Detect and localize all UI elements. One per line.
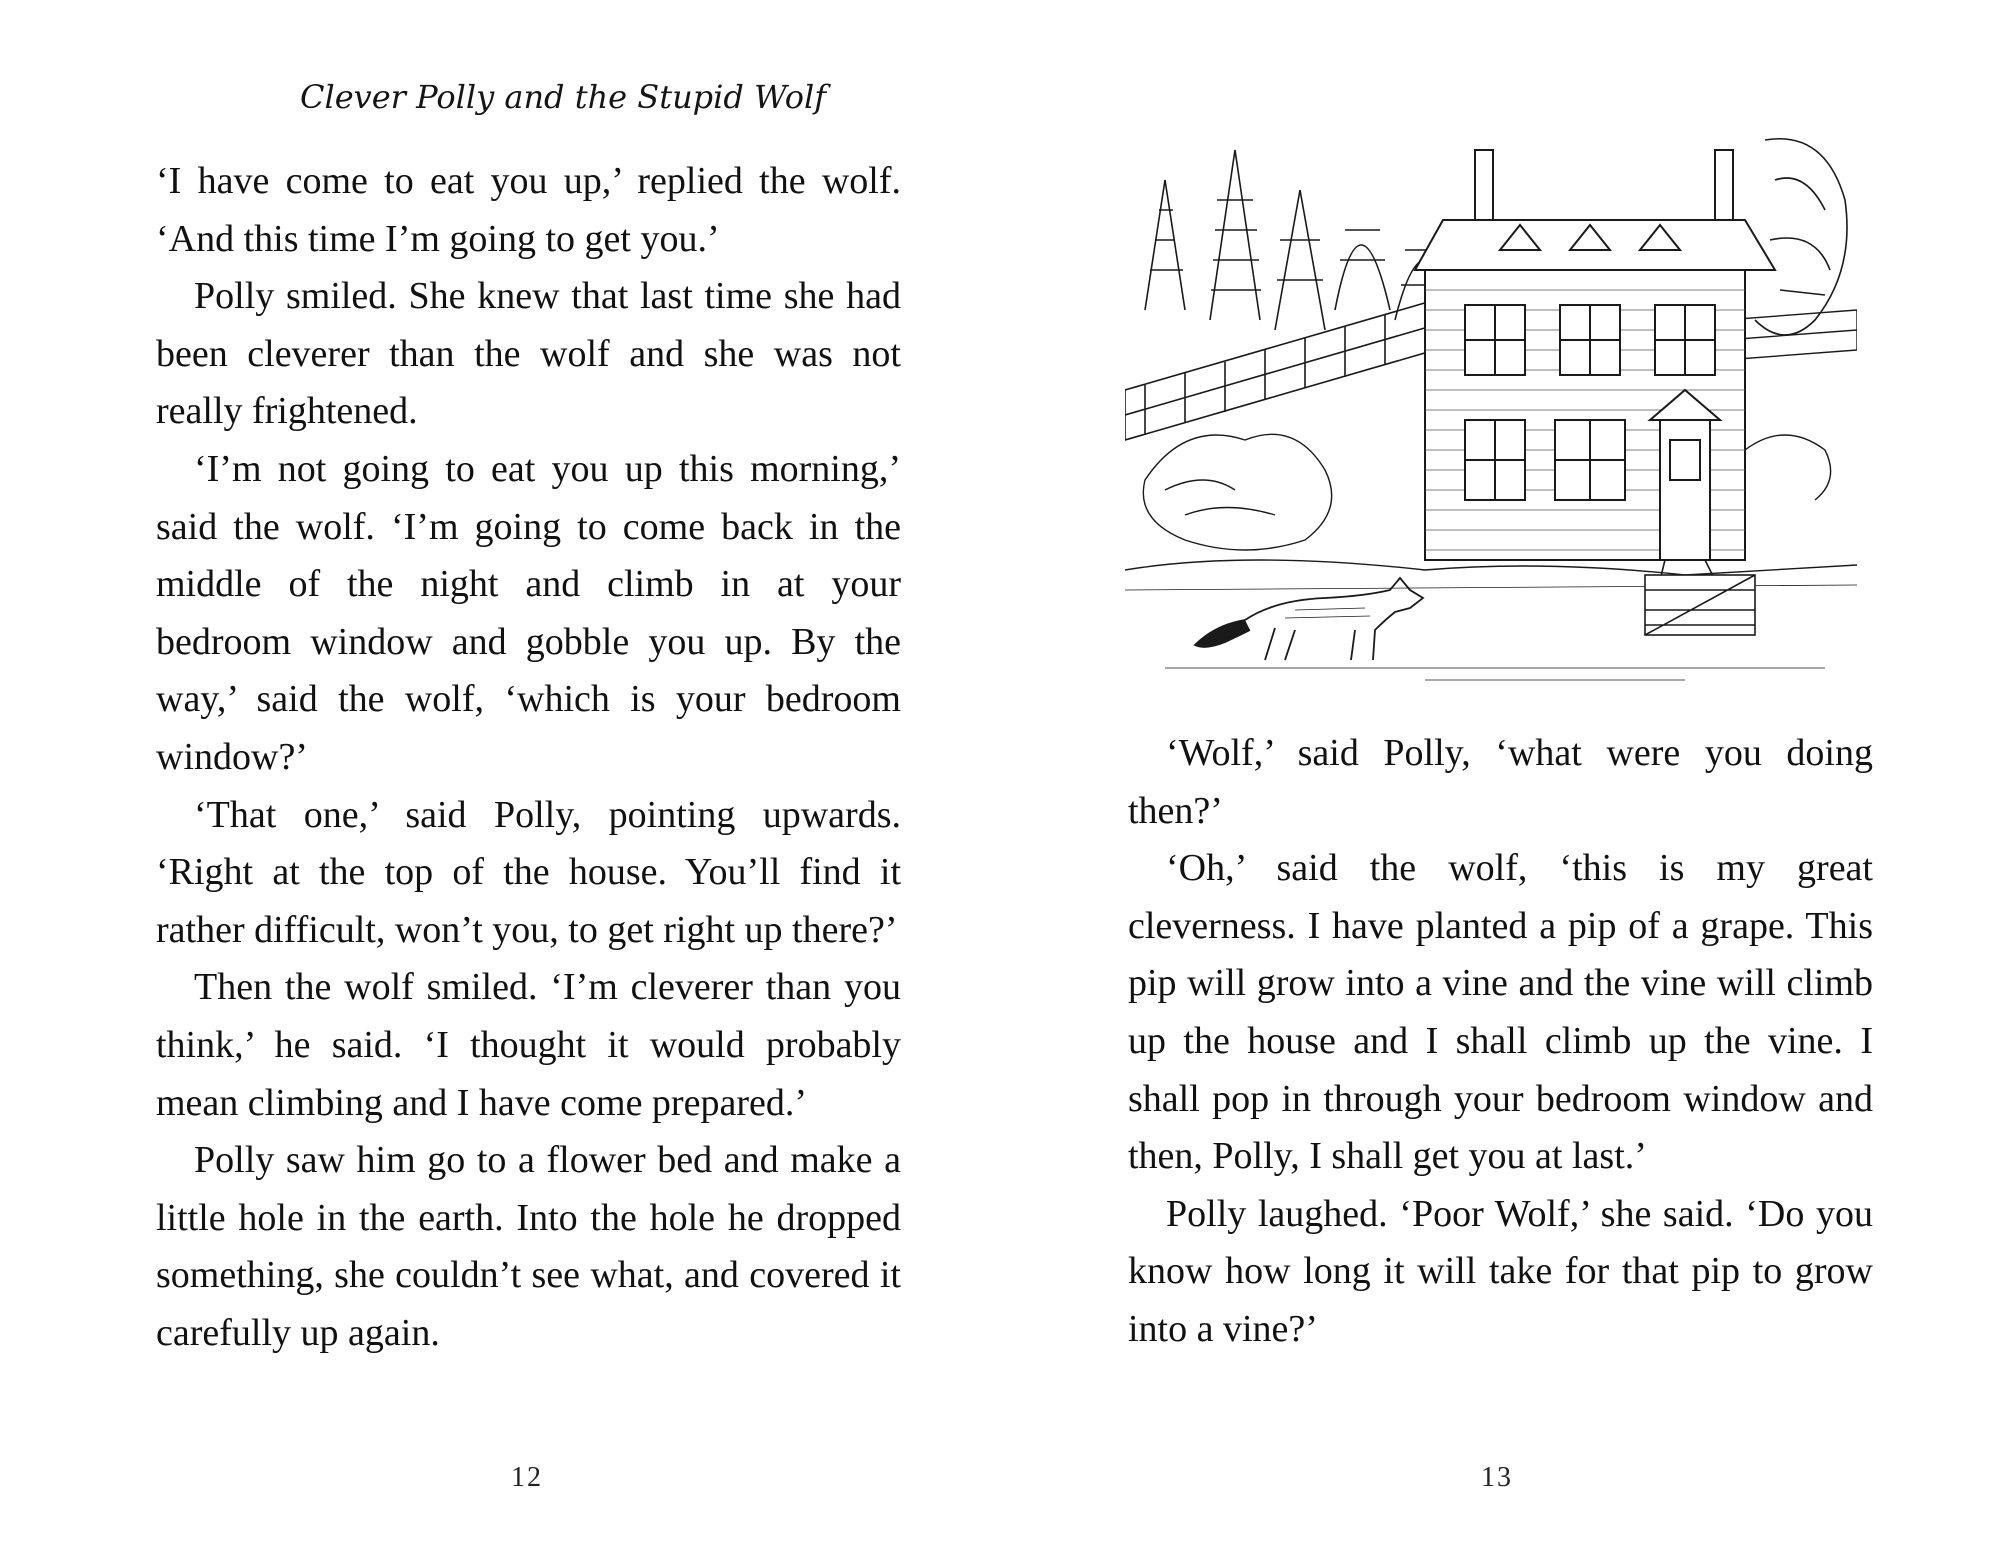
page-number-left: 12 — [511, 1462, 543, 1493]
house — [1415, 150, 1775, 560]
wolf-figure — [1195, 578, 1423, 660]
running-head: Clever Polly and the Stupid Wolf — [300, 78, 827, 116]
paragraph: Then the wolf smiled. ‘I’m cleverer than you think,’ he said. ‘I thought it would probably mean climbing and I have come prepared.’ — [156, 966, 901, 1124]
paragraph: Polly saw him go to a flower bed and make a little hole in the earth. Into the hole he dropped something, she couldn’t see what, and covered it carefully up again. — [156, 1139, 901, 1354]
right-page-text — [1128, 725, 1873, 1359]
paragraph: ‘Wolf,’ said Polly, ‘what were you doing then?’ — [1128, 732, 1873, 832]
page-number-right: 13 — [1481, 1462, 1513, 1493]
tree-right — [1755, 139, 1847, 335]
paragraph: ‘I have come to eat you up,’ replied the wolf. ‘And this time I’m going to get you.’ — [156, 160, 901, 260]
garden-wall-left — [1125, 300, 1435, 440]
paragraph: Polly smiled. She knew that last time she had been cleverer than the wolf and she was not really frightened. — [156, 275, 901, 433]
paragraph: ‘I’m not going to eat you up this morning,’ said the wolf. ‘I’m going to come back in the middle of the night and climb in at your bedroom window and gobble you up. By the way,’ said the wolf, ‘which is your bedroom window?’ — [156, 447, 901, 778]
paragraph: ‘Oh,’ said the wolf, ‘this is my great cleverness. I have planted a pip of a grape. This pip will grow into a vine and the vine will climb up the house and I shall climb up the vine. I shall pop in through your bedroom window and then, Polly, I shall get you at last.’ — [1128, 847, 1873, 1178]
house-with-wolf-illustration — [1125, 120, 1857, 700]
paragraph: ‘That one,’ said Polly, pointing upwards. ‘Right at the top of the house. You’ll find it rather difficult, won’t you, to get right up there?’ — [156, 793, 901, 951]
left-page-text — [156, 153, 901, 1362]
paragraph: Polly laughed. ‘Poor Wolf,’ she said. ‘Do you know how long it will take for that pip to grow into a vine?’ — [1128, 1192, 1873, 1350]
tree-cluster-left — [1145, 150, 1455, 330]
